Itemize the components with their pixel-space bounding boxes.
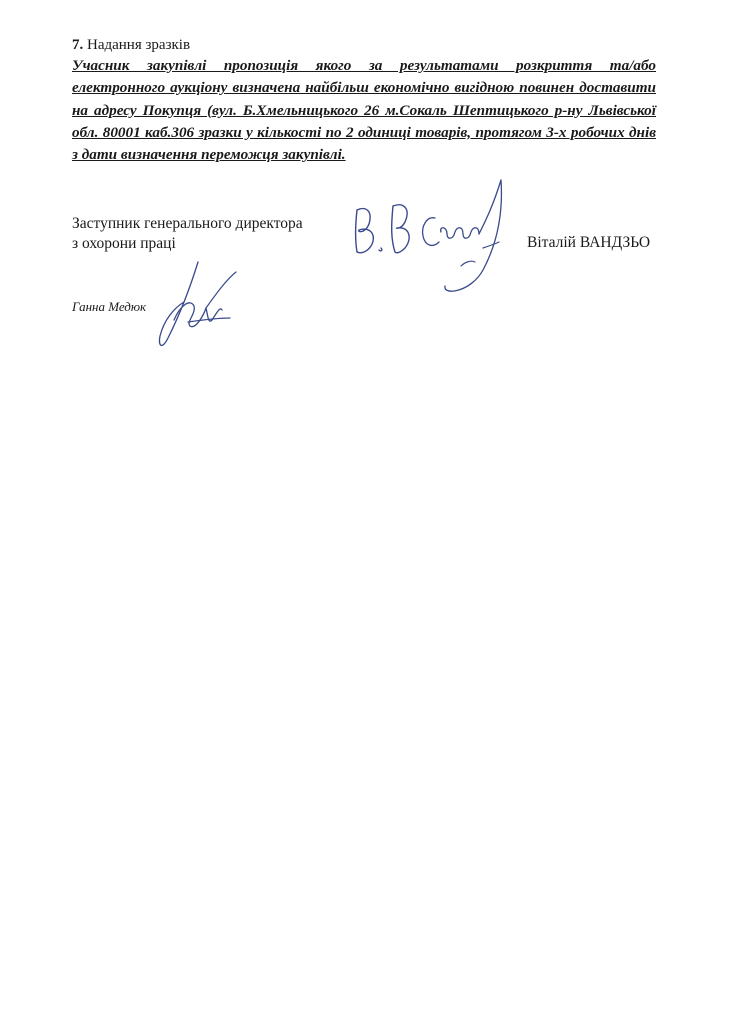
executor-name: Ганна Медюк (72, 299, 147, 314)
section-heading (72, 35, 190, 55)
director-signature (343, 170, 523, 300)
signer-name: Віталій ВАНДЗЬО (527, 234, 651, 251)
section-number: 7. (72, 37, 84, 53)
signer-position-line-2: з охорони праці (72, 235, 176, 252)
executor-signature (150, 258, 245, 353)
signer-position (72, 214, 303, 254)
section-title: Надання зразків (87, 37, 191, 53)
section-body-text: Учасник закупівлі пропозиція якого за результатами розкриття та/або електронного аукціону визначена найбільш економічно вигідною повинен доставити на адресу Покупця (вул. Б.Хмельницького 26 м.Сокаль Шептицького р-ну Львівської обл. 80001 каб.306 зразки у кількості по 2 одиниці товарів, протягом 3-х робочих днів з дати визначення переможця закупівлі. (72, 57, 656, 164)
signer-position-line-1: Заступник генерального директора (72, 215, 303, 232)
